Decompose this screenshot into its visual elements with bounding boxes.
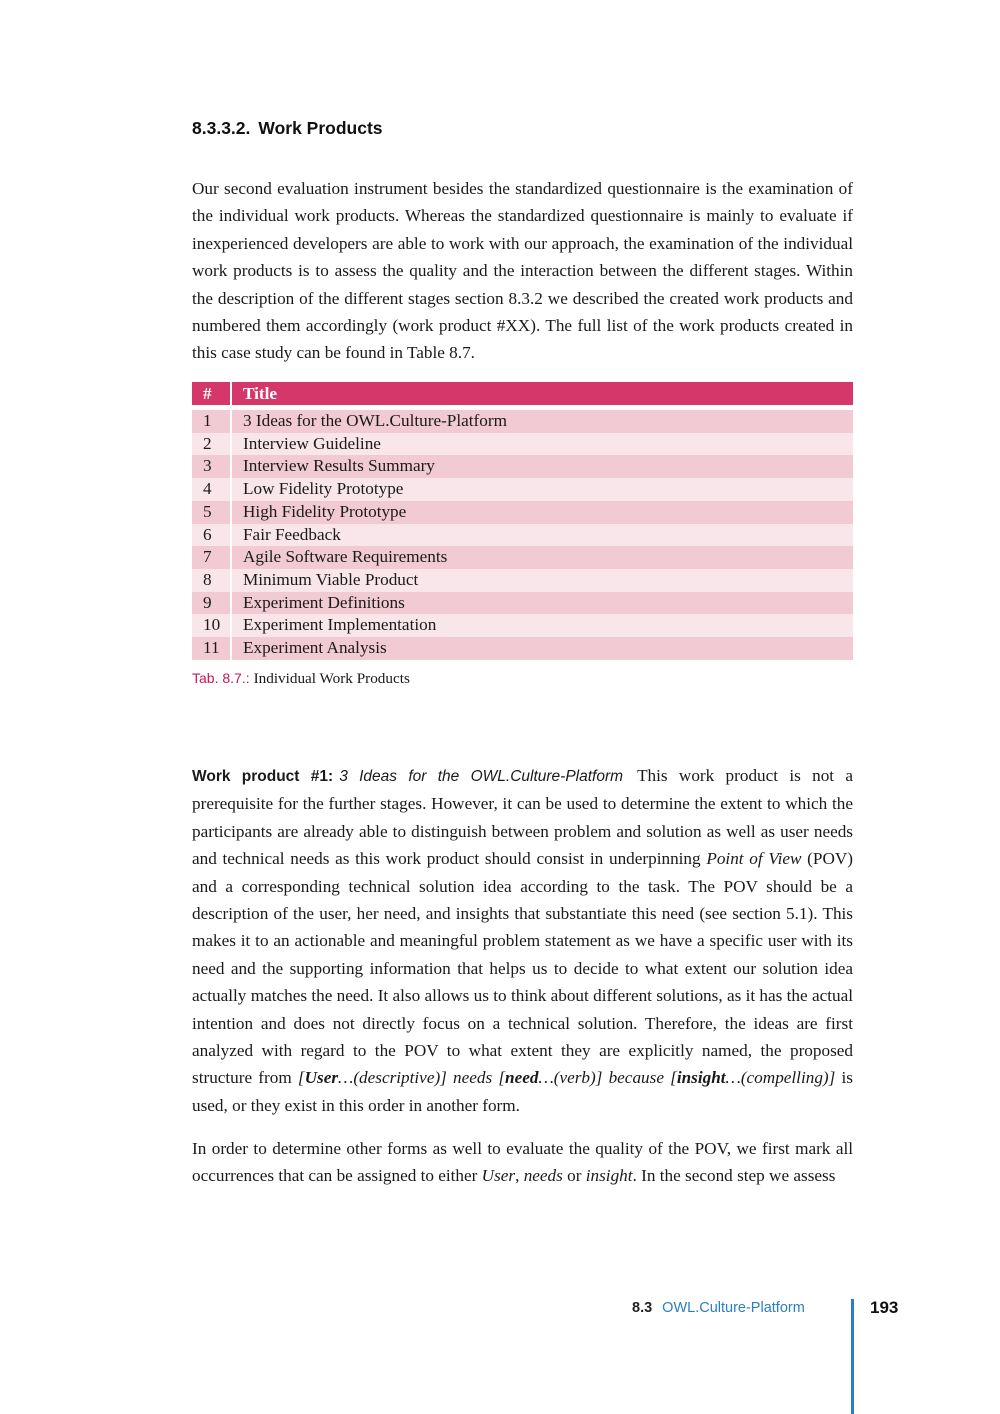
page-number: 193: [870, 1298, 899, 1317]
needs-term: needs: [523, 1166, 563, 1186]
insight-term: insight: [585, 1166, 633, 1186]
user-term: User: [304, 1068, 339, 1088]
intro-paragraph: Our second evaluation instrument besides the standardized questionnaire is the examination of the individual work products. Whereas the standardized questionnaire is mainly to evaluate if inexperienced developers are able to work with our approach, the examination of the individual work products is to assess the quality and the interaction between the different stages. Within the description of the different stages section 8.3.2 we described the created work products and numbered them accordingly (work product #XX). The full list of the work products created in this case study can be found in Table 8.7.: [192, 179, 853, 363]
row-number: 6: [192, 524, 231, 547]
caption-label: Tab. 8.7.:: [192, 670, 250, 686]
table-row: [192, 637, 853, 660]
row-number: 4: [192, 478, 231, 501]
table-row: [192, 433, 853, 456]
table-header-row: [192, 382, 853, 405]
row-title: 3 Ideas for the OWL.Culture-Platform: [231, 410, 853, 433]
running-footer: [632, 1300, 805, 1316]
row-number: 7: [192, 546, 231, 569]
run-in-title: 3 Ideas for the OWL.Culture-Platform: [339, 768, 624, 785]
table-row: [192, 501, 853, 524]
header-title: Title: [231, 382, 853, 405]
row-number: 5: [192, 501, 231, 524]
row-title: High Fidelity Prototype: [231, 501, 853, 524]
row-number: 3: [192, 455, 231, 478]
table-caption: [192, 670, 410, 688]
table-row: [192, 455, 853, 478]
row-title: Experiment Analysis: [231, 637, 853, 660]
row-title: Experiment Definitions: [231, 592, 853, 615]
paragraph-text: is used, or they exist in this order in another form.: [192, 1068, 853, 1115]
row-title: Interview Results Summary: [231, 455, 853, 478]
table-row: [192, 546, 853, 569]
row-number: 10: [192, 614, 231, 637]
section-number: 8.3.3.2.: [192, 118, 251, 138]
insight-term: insight: [676, 1068, 726, 1088]
table-row: [192, 478, 853, 501]
caption-text: Individual Work Products: [253, 670, 410, 687]
paragraph-text: (POV) and a corresponding technical solution idea according to the task. The POV should be a description of the user, her need, and insights that substantiate this need (see section 5.1). This makes it to an actionable and meaningful problem statement as we have a specific user with its need and the supporting information that helps us to decide to what extent our solution idea actually matches the need. It also allows us to think about different solutions, as it has the actual intention and does not directly focus on a technical solution. Therefore, the ideas are first analyzed with regard to the POV to what extent they are explicitly named, the proposed structure from: [192, 849, 853, 1088]
row-title: Experiment Implementation: [231, 614, 853, 637]
footer-section-title: OWL.Culture-Platform: [662, 1300, 805, 1316]
table-row: [192, 410, 853, 433]
row-number: 8: [192, 569, 231, 592]
row-number: 2: [192, 433, 231, 456]
run-in-heading: Work product #1:: [192, 768, 334, 785]
need-term: need: [505, 1068, 539, 1088]
row-title: Agile Software Requirements: [231, 546, 853, 569]
table-row: [192, 592, 853, 615]
pov-structure: [User…(descriptive)] needs [need…(verb)] because [insight…(compelling)]: [297, 1068, 836, 1088]
row-title: Low Fidelity Prototype: [231, 478, 853, 501]
paragraph-text: This work product is not a prerequisite for the further stages. However, it can be used to determine the extent to which the participants are already able to distinguish between problem and solution as well as user needs and technical needs as this work product should consist in underpinning: [192, 766, 853, 869]
table-row: [192, 524, 853, 547]
footer-divider: [851, 1299, 854, 1414]
pov-term: Point of View: [706, 849, 802, 869]
user-term: User: [481, 1166, 516, 1186]
row-title: Interview Guideline: [231, 433, 853, 456]
row-title: Minimum Viable Product: [231, 569, 853, 592]
row-title: Fair Feedback: [231, 524, 853, 547]
pov-assessment-paragraph: In order to determine other forms as well to evaluate the quality of the POV, we first mark all occurrences that can be assigned to either User, needs or insight. In the second step we assess: [192, 1139, 853, 1186]
row-number: 1: [192, 410, 231, 433]
footer-section-number: 8.3: [632, 1300, 653, 1316]
row-number: 11: [192, 637, 231, 660]
section-title: Work Products: [258, 118, 383, 138]
header-number: #: [192, 382, 231, 405]
work-products-table: [192, 382, 853, 660]
work-product-1-paragraph: [192, 762, 853, 1119]
table-row: [192, 614, 853, 637]
row-number: 9: [192, 592, 231, 615]
table-row: [192, 569, 853, 592]
section-heading: [192, 118, 383, 139]
